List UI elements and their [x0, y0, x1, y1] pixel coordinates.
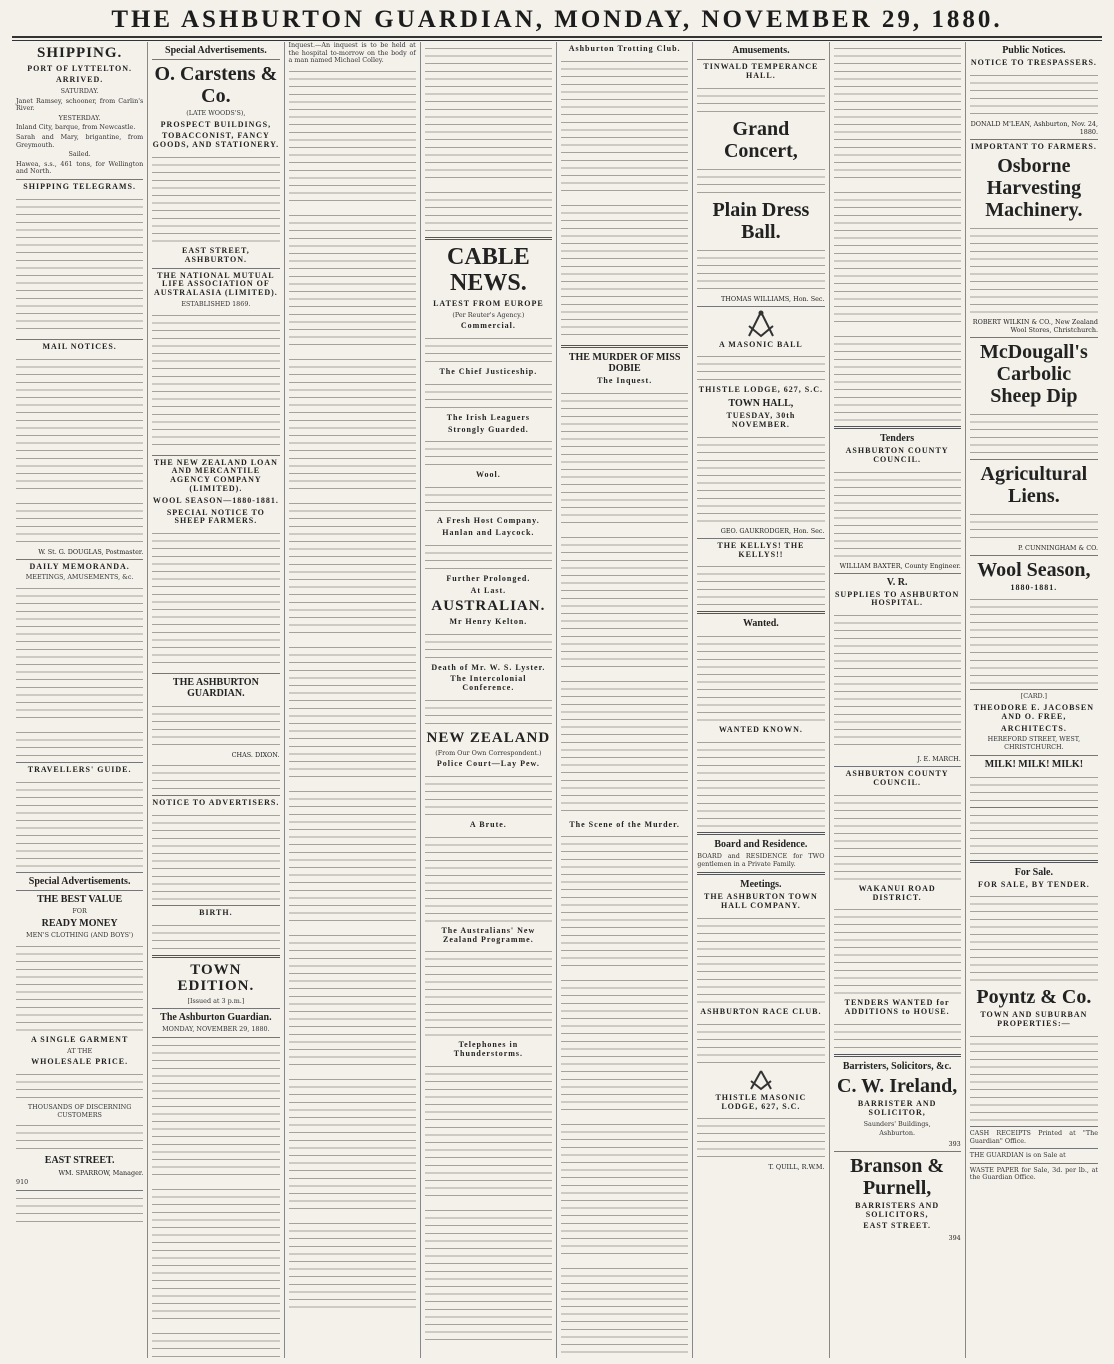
correspondent-credit: (From Our Own Correspondent.)	[435, 748, 542, 757]
body-text-block	[697, 246, 824, 291]
divider	[152, 1008, 279, 1009]
ad-branson-purnell: Branson & Purnell,	[850, 1154, 945, 1199]
body-text-block	[697, 914, 824, 1004]
body-text-block	[834, 791, 961, 881]
subheading: The Inquest.	[597, 375, 653, 385]
body-text-block	[697, 165, 824, 195]
arrival-item: Janet Ramsey, schooner, from Carlin's River.	[16, 96, 144, 113]
body-text-block	[834, 44, 961, 184]
ad-nz-loan: THE NEW ZEALAND LOAN AND MERCANTILE AGENCY COMPANY (LIMITED).	[153, 457, 278, 493]
divider	[16, 179, 143, 180]
divider	[970, 337, 1098, 338]
body-text-block	[425, 334, 552, 364]
ad-signature: P. CUNNINGHAM & CO.	[1017, 543, 1098, 552]
divider	[970, 860, 1098, 863]
body-text-block	[561, 976, 688, 1116]
body-text-block	[16, 584, 143, 724]
body-text-block	[425, 772, 552, 817]
subheading: Further Prolonged.	[446, 573, 531, 583]
body-text-block	[697, 433, 824, 523]
arrived-heading: ARRIVED.	[55, 75, 104, 85]
body-text-block	[561, 389, 688, 529]
ad-county-council: ASHBURTON COUNTY COUNCIL.	[845, 446, 949, 464]
murder-heading: THE MURDER OF MISS DOBIE	[568, 351, 681, 374]
body-text-block	[289, 67, 416, 207]
ad-agricultural-liens: Agricultural Liens.	[980, 462, 1088, 507]
body-text-block	[425, 1206, 552, 1346]
ad-mcdougall: McDougall's Carbolic Sheep Dip	[979, 340, 1088, 407]
body-text-block	[152, 811, 279, 901]
body-text-block	[152, 702, 279, 747]
news-paragraph: Inquest.—An inquest is to be held at the hospital to-morrow on the body of a man named Michael Colley.	[288, 42, 416, 65]
ad-text: BOARD and RESIDENCE for TWO gentlemen in a Private Family.	[697, 852, 825, 868]
ad-tenders-additions: TENDERS WANTED for ADDITIONS to HOUSE.	[844, 998, 950, 1017]
amusements-heading: Amusements.	[732, 45, 790, 56]
body-text-block	[289, 787, 416, 927]
ad-number: 910	[16, 1178, 29, 1187]
town-edition-heading: TOWN EDITION.	[177, 961, 255, 995]
divider	[970, 807, 1098, 808]
ad-jacobsen: THEODORE E. JACOBSEN AND O. FREE,	[973, 702, 1094, 721]
masonic-compass-icon	[746, 1069, 776, 1091]
ad-architects: ARCHITECTS.	[1000, 723, 1067, 733]
masthead-rule	[12, 36, 1102, 41]
divider	[16, 890, 143, 891]
ad-text: PROSPECT BUILDINGS,	[160, 119, 272, 129]
subheading: Death of Mr. W. S. Lyster.	[431, 662, 546, 672]
body-text-block	[425, 541, 552, 571]
wanted-heading: Wanted.	[742, 618, 779, 630]
sailed-item: Hawea, s.s., 461 tons, for Wellington and North.	[16, 159, 144, 176]
body-text-block	[16, 1194, 143, 1224]
body-text-block	[697, 562, 824, 607]
divider	[697, 306, 824, 307]
ad-text: BARRISTERS AND SOLICITORS,	[855, 1200, 940, 1219]
public-notices-heading: Public Notices.	[1002, 45, 1066, 56]
column-2	[148, 42, 284, 1358]
body-text-block	[289, 499, 416, 639]
divider	[970, 755, 1098, 756]
ad-text: THOUSANDS OF DISCERNING CUSTOMERS	[27, 1103, 132, 1119]
divider	[970, 1148, 1098, 1149]
body-text-block	[425, 833, 552, 923]
body-text-block	[970, 892, 1098, 982]
ad-signature: CHAS. DIXON.	[231, 751, 280, 760]
body-text-block	[697, 738, 824, 828]
body-text-block	[425, 437, 552, 467]
ad-text: BARRISTER AND SOLICITOR,	[857, 1098, 937, 1117]
ad-signature: GEO. GAUKRODGER, Hon. Sec.	[720, 526, 825, 535]
subheading: A Fresh Host Company.	[437, 516, 540, 526]
shipping-heading: SHIPPING.	[36, 45, 123, 61]
divider	[561, 345, 688, 348]
column-8	[966, 42, 1102, 1358]
body-text-block	[425, 696, 552, 726]
ad-thistle-masonic-lodge: THISTLE MASONIC LODGE, 627, S.C.	[715, 1092, 807, 1111]
ad-hospital-supplies: SUPPLIES TO ASHBURTON HOSPITAL.	[834, 589, 960, 608]
body-text-block	[425, 188, 552, 233]
barristers-heading: Barristers, Solicitors, &c.	[842, 1060, 952, 1072]
column-7	[830, 42, 966, 1358]
sailed-label: Sailed.	[68, 150, 91, 159]
ad-waste-paper: WASTE PAPER for Sale, 3d. per lb., at the Guardian Office.	[969, 1165, 1098, 1182]
ad-tinwald-hall: TINWALD TEMPERANCE HALL.	[703, 62, 819, 80]
ad-text: MEN'S CLOTHING (AND BOYS')	[26, 931, 134, 940]
subheading: The Irish Leaguers	[446, 412, 531, 422]
ad-guardian-sale: THE GUARDIAN is on Sale at	[969, 1151, 1066, 1160]
divider	[425, 237, 552, 240]
body-text-block	[697, 1114, 824, 1159]
ad-signature: WILLIAM BAXTER, County Engineer.	[839, 561, 961, 570]
australian-heading: AUSTRALIAN.	[431, 598, 546, 615]
ad-signature: ROBERT WILKIN & CO., New Zealand Wool Stores, Christchurch.	[972, 317, 1098, 334]
body-text-block	[152, 153, 279, 243]
body-text-block	[16, 195, 143, 335]
body-text-block	[561, 57, 688, 197]
divider	[16, 339, 143, 340]
day-label: YESTERDAY.	[58, 113, 101, 122]
body-text-block	[289, 1075, 416, 1215]
ad-wholesale-price: WHOLESALE PRICE.	[31, 1057, 129, 1067]
ad-sale-tender: FOR SALE, BY TENDER.	[977, 879, 1090, 889]
body-text-block	[152, 1041, 279, 1181]
divider	[834, 573, 961, 574]
ad-text: Ashburton.	[879, 1129, 916, 1138]
memoranda-subheading: MEETINGS, AMUSEMENTS, &c.	[25, 573, 134, 582]
subheading: At Last.	[470, 585, 507, 595]
body-text-block	[289, 355, 416, 495]
ad-wool-season: WOOL SEASON—1880-1881.	[152, 495, 279, 505]
divider	[152, 1037, 279, 1038]
column-1	[12, 42, 148, 1358]
shipping-telegrams-heading: SHIPPING TELEGRAMS.	[23, 182, 136, 192]
trotting-club-heading: Ashburton Trotting Club.	[568, 44, 681, 53]
divider	[834, 1054, 961, 1057]
body-text-block	[16, 728, 143, 758]
paper-date: MONDAY, NOVEMBER 29, 1880.	[162, 1025, 270, 1034]
body-text-block	[970, 510, 1098, 540]
ad-text: HEREFORD STREET, WEST, CHRISTCHURCH.	[987, 735, 1081, 751]
arrival-item: Inland City, barque, from Newcastle.	[16, 123, 136, 132]
ad-poyntz: Poyntz & Co.	[976, 986, 1092, 1009]
new-zealand-heading: NEW ZEALAND	[426, 730, 551, 747]
agency-credit: (Per Reuter's Agency.)	[452, 310, 525, 319]
body-text-block	[834, 905, 961, 995]
card-label: [CARD.]	[1020, 692, 1047, 701]
divider	[970, 139, 1098, 140]
ad-wool-season: Wool Season,	[977, 558, 1091, 581]
divider	[152, 673, 279, 674]
ad-number: 393	[948, 1139, 961, 1148]
ad-milk: MILK! MILK! MILK!	[984, 758, 1084, 770]
ad-text: TOBACCONIST, FANCY GOODS, AND STATIONERY.	[152, 131, 280, 150]
body-text-block	[425, 947, 552, 1037]
subheading: Commercial.	[460, 321, 516, 331]
divider	[970, 689, 1098, 690]
divider	[152, 795, 279, 796]
body-text-block	[425, 630, 552, 660]
newspaper-title: THE ASHBURTON GUARDIAN, MONDAY, NOVEMBER 29, 1880.	[111, 6, 1003, 33]
divider	[16, 762, 143, 763]
divider	[16, 559, 143, 560]
column-6	[693, 42, 829, 1358]
body-text-block	[970, 224, 1098, 314]
ad-signature: T. QUILL, R.W.M.	[768, 1163, 825, 1172]
paper-nameplate: The Ashburton Guardian.	[160, 1012, 272, 1024]
port-heading: PORT OF LYTTELTON.	[27, 63, 133, 73]
body-text-block	[152, 761, 279, 791]
divider	[152, 905, 279, 906]
subheading: Police Court—Lay Pew.	[436, 759, 540, 769]
day-label: SATURDAY.	[60, 87, 99, 96]
divider	[16, 872, 143, 873]
body-text-block	[16, 942, 143, 1032]
ad-race-club: ASHBURTON RACE CLUB.	[700, 1006, 822, 1016]
body-text-block	[561, 832, 688, 972]
divider	[970, 555, 1098, 556]
ad-text: AT THE	[67, 1046, 93, 1055]
body-text-block	[16, 1121, 143, 1151]
body-text-block	[697, 632, 824, 722]
arrival-item: Sarah and Mary, brigantine, from Greymouth.	[16, 133, 144, 149]
body-text-block	[970, 410, 1098, 455]
subheading: The Chief Justiceship.	[439, 366, 538, 376]
body-text-block	[697, 84, 824, 114]
subheading: Wool.	[475, 470, 501, 480]
divider	[16, 1190, 143, 1191]
body-text-block	[16, 1070, 143, 1100]
body-text-block	[16, 355, 143, 495]
ad-address: EAST STREET, ASHBURTON.	[182, 245, 250, 264]
ad-town-hall-company: THE ASHBURTON TOWN HALL COMPANY.	[704, 892, 818, 911]
column-3	[285, 42, 421, 1358]
ad-signature: J. E. MARCH.	[917, 755, 961, 764]
birth-heading: BIRTH.	[199, 907, 233, 917]
ad-guardian: THE ASHBURTON GUARDIAN.	[172, 677, 259, 700]
column-5	[557, 42, 693, 1358]
ad-ireland: C. W. Ireland,	[837, 1074, 958, 1097]
ad-special-notice: SPECIAL NOTICE TO SHEEP FARMERS.	[166, 507, 265, 526]
ad-east-street: EAST STREET.	[44, 1155, 115, 1167]
divider	[970, 1163, 1098, 1164]
body-text-block	[425, 380, 552, 410]
ad-properties: TOWN AND SUBURBAN PROPERTIES:—	[980, 1010, 1088, 1029]
ad-thistle-lodge: THISTLE LODGE, 627, S.C.	[698, 385, 823, 395]
special-ads-heading: Special Advertisements.	[165, 45, 267, 56]
body-text-block	[834, 188, 961, 328]
body-text-block	[152, 1185, 279, 1325]
body-text-block	[697, 352, 824, 382]
travellers-guide-heading: TRAVELLERS' GUIDE.	[27, 765, 132, 775]
ad-text: FOR	[72, 906, 87, 915]
body-text-block	[152, 311, 279, 451]
body-text-block	[289, 211, 416, 351]
meetings-heading: Meetings.	[740, 879, 782, 891]
ad-signature: THOMAS WILLIAMS, Hon. Sec.	[721, 294, 825, 303]
ad-number: 394	[948, 1234, 961, 1243]
body-text-block	[834, 468, 961, 558]
body-text-block	[425, 44, 552, 184]
divider	[834, 1151, 961, 1152]
body-text-block	[16, 778, 143, 868]
mail-notices-heading: MAIL NOTICES.	[42, 341, 117, 351]
divider	[152, 268, 279, 269]
subheading: Telephones in Thunderstorms.	[453, 1040, 524, 1059]
divider	[697, 611, 824, 614]
ad-date: TUESDAY, 30th NOVEMBER.	[726, 411, 796, 429]
board-heading: Board and Residence.	[714, 839, 808, 851]
ad-wanted-known: WANTED KNOWN.	[718, 725, 803, 735]
divider	[970, 459, 1098, 460]
body-text-block	[152, 921, 279, 951]
subheading: The Intercolonial Conference.	[450, 674, 527, 693]
body-text-block	[970, 1032, 1098, 1122]
ad-town-hall: TOWN HALL,	[728, 398, 794, 410]
ad-county-council: ASHBURTON COUNTY COUNCIL.	[845, 769, 949, 787]
body-text-block	[561, 201, 688, 341]
ad-masonic-ball: A MASONIC BALL	[718, 339, 803, 349]
royal-cipher: V. R.	[886, 576, 908, 588]
divider	[697, 59, 824, 60]
divider	[697, 872, 824, 875]
body-text-block	[289, 1219, 416, 1309]
newspaper-columns	[12, 42, 1102, 1358]
subheading: Strongly Guarded.	[447, 424, 529, 434]
cable-news-heading: CABLE NEWS.	[447, 244, 530, 297]
divider	[152, 955, 279, 958]
body-text-block	[152, 529, 279, 669]
tenders-heading: Tenders	[880, 433, 915, 444]
body-text-block	[834, 1020, 961, 1050]
ad-plain-dress-ball: Plain Dress Ball.	[712, 198, 810, 243]
subheading: The Scene of the Murder.	[569, 819, 680, 829]
body-text-block	[834, 332, 961, 422]
body-text-block	[970, 773, 1098, 803]
body-text-block	[970, 811, 1098, 856]
body-text-block	[561, 1120, 688, 1260]
divider	[152, 455, 279, 456]
ad-text: (LATE WOODS'S),	[186, 109, 246, 117]
ad-ready-money: READY MONEY	[41, 918, 118, 930]
ad-national-mutual: THE NATIONAL MUTUAL LIFE ASSOCIATION OF AUSTRALASIA (LIMITED).	[153, 270, 278, 298]
ad-grand-concert: Grand Concert,	[723, 117, 798, 162]
divider	[834, 766, 961, 767]
body-text-block	[561, 1264, 688, 1358]
body-text-block	[561, 677, 688, 817]
body-text-block	[152, 1329, 279, 1358]
ad-text: Saunders' Buildings,	[863, 1119, 931, 1128]
ad-wakanui: WAKANUI ROAD DISTRICT.	[858, 883, 936, 902]
notice-advertisers-heading: NOTICE TO ADVERTISERS.	[152, 798, 280, 808]
divider	[152, 59, 279, 60]
ad-text: ESTABLISHED 1869.	[181, 299, 251, 308]
ad-best-value: THE BEST VALUE	[37, 893, 123, 905]
divider	[834, 426, 961, 429]
divider	[697, 538, 824, 539]
ad-cash-receipts: CASH RECEIPTS Printed at "The Guardian" Office.	[969, 1128, 1098, 1145]
body-text-block	[425, 1062, 552, 1202]
body-text-block	[970, 71, 1098, 116]
subheading: Hanlan and Laycock.	[442, 527, 535, 537]
ad-wool-year: 1880-1881.	[1010, 582, 1058, 592]
ad-carstens-title: O. Carstens & Co.	[154, 63, 278, 107]
ad-text: EAST STREET.	[863, 1221, 931, 1231]
ad-trespassers: NOTICE TO TRESPASSERS.	[970, 58, 1097, 67]
body-text-block	[425, 483, 552, 513]
subheading: A Brute.	[469, 819, 507, 829]
body-text-block	[834, 611, 961, 751]
column-4	[421, 42, 557, 1358]
ad-osborne: Osborne Harvesting Machinery.	[985, 154, 1083, 221]
divider	[697, 832, 824, 835]
body-text-block	[561, 533, 688, 673]
ad-single-garment: A SINGLE GARMENT	[30, 1035, 129, 1044]
body-text-block	[970, 595, 1098, 685]
divider	[970, 1126, 1098, 1127]
body-text-block	[289, 643, 416, 783]
postmaster-signature: W. St. G. DOUGLAS, Postmaster.	[38, 547, 144, 556]
latest-europe-heading: LATEST FROM EUROPE	[433, 298, 544, 308]
ad-kellys: THE KELLYS! THE KELLYS!!	[717, 540, 805, 559]
special-ads-heading: Special Advertisements.	[28, 875, 131, 887]
ad-farmers: IMPORTANT TO FARMERS.	[970, 141, 1097, 151]
ad-signature: WM. SPARROW, Manager.	[58, 1169, 144, 1178]
issued-time: [Issued at 3 p.m.]	[187, 996, 245, 1005]
masthead	[0, 6, 1114, 34]
subheading: The Australians' New Zealand Programme.	[441, 925, 536, 944]
ad-signature: DONALD M'LEAN, Ashburton, Nov. 24, 1880.	[970, 119, 1098, 136]
for-sale-heading: For Sale.	[1014, 866, 1053, 878]
daily-memoranda-heading: DAILY MEMORANDA.	[29, 561, 130, 571]
body-text-block	[289, 931, 416, 1071]
body-text-block	[697, 1020, 824, 1065]
masonic-compass-icon	[743, 310, 779, 338]
body-text-block	[16, 499, 143, 544]
subheading: Mr Henry Kelton.	[449, 616, 528, 626]
